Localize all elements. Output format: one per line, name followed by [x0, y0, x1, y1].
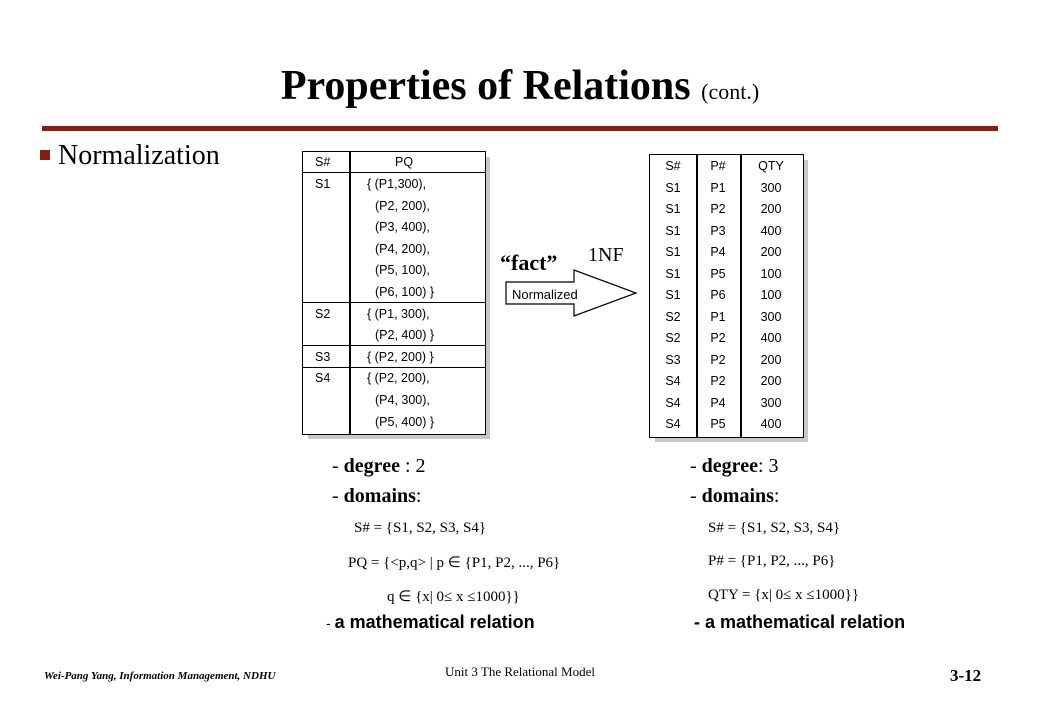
page-number: 3-12 — [950, 666, 982, 685]
left-relation-dash: - — [326, 615, 335, 631]
right-cell: P2 — [710, 374, 726, 388]
right-cell: 200 — [760, 374, 782, 388]
left-relation-note — [326, 612, 535, 633]
arrow-label: Normalized — [512, 287, 578, 302]
right-cell: 200 — [760, 245, 782, 259]
group-divider — [303, 345, 485, 346]
left-domain-s: S# = {S1, S2, S3, S4} — [354, 520, 487, 536]
left-domain-q: q ∈ {x| 0≤ x ≤1000}} — [387, 589, 520, 605]
right-cell: 400 — [760, 331, 782, 345]
right-cell: S1 — [665, 180, 681, 195]
right-cell: 300 — [760, 395, 782, 410]
group-divider — [303, 302, 485, 303]
right-header-cell: P# — [710, 159, 726, 173]
left-relation-text: a mathematical relation — [334, 612, 535, 632]
right-cell: P4 — [710, 395, 726, 410]
right-cell: P2 — [710, 202, 726, 216]
right-header-cell: S# — [665, 159, 681, 173]
right-cell: S1 — [665, 223, 681, 238]
right-cell: S3 — [665, 352, 681, 367]
footer-unit-title: Unit 3 The Relational Model — [445, 664, 595, 679]
right-cell: P2 — [710, 352, 726, 367]
slide-title — [0, 62, 1040, 110]
right-cell: P2 — [710, 331, 726, 345]
right-relation-note: - a mathematical relation — [694, 612, 906, 632]
right-cell: P5 — [710, 417, 726, 431]
right-cell: S4 — [665, 374, 681, 388]
header-s-number: S# — [315, 155, 331, 169]
column-divider — [349, 152, 351, 434]
bullet-normalization: Normalization — [58, 140, 220, 171]
right-cell: P1 — [710, 180, 726, 195]
right-cell: P1 — [710, 309, 726, 324]
right-cell: S2 — [665, 331, 681, 345]
left-domains-dash: - — [332, 485, 344, 507]
fact-label: “fact” — [500, 250, 558, 275]
left-cell-s-number: S3 — [315, 349, 331, 364]
left-domains — [332, 485, 421, 508]
left-cell-pq: (P5, 100), — [375, 263, 430, 278]
left-cell-pq: (P2, 400) } — [375, 328, 435, 343]
right-degree-word: degree — [701, 455, 758, 477]
footer-author: Wei-Pang Yang, Information Management, NDHU — [44, 670, 276, 682]
right-domains-word: domains — [701, 485, 774, 507]
left-domains-word: domains — [343, 485, 416, 507]
right-cell: S4 — [665, 395, 681, 410]
right-domains-colon: : — [773, 485, 780, 507]
right-cell: P3 — [710, 223, 726, 238]
right-cell: S4 — [665, 417, 681, 431]
right-cell: S2 — [665, 309, 681, 324]
left-cell-pq: { (P1, 300), — [367, 306, 430, 321]
left-degree-dash: - — [332, 455, 344, 477]
right-degree-dash: - — [690, 455, 702, 477]
left-cell-s-number: S4 — [315, 371, 331, 386]
right-header-cell: QTY — [758, 159, 784, 173]
header-pq: PQ — [395, 155, 414, 169]
left-cell-pq: (P6, 100) } — [375, 285, 435, 299]
left-cell-pq: { (P2, 200), — [367, 371, 430, 386]
first-normal-form-label: 1NF — [588, 244, 624, 266]
left-cell-pq: { (P2, 200) } — [367, 349, 434, 364]
right-cell: P5 — [710, 266, 726, 281]
right-cell: 400 — [760, 417, 782, 431]
right-cell: S1 — [665, 288, 681, 302]
right-cell: 300 — [760, 309, 782, 324]
right-degree — [690, 455, 779, 478]
left-domain-pq: PQ = {<p,q> | p ∈ {P1, P2, ..., P6} — [348, 555, 561, 571]
right-domain-p: P# = {P1, P2, ..., P6} — [708, 553, 836, 569]
right-cell: S1 — [665, 266, 681, 281]
normalized-relation-table — [649, 154, 804, 438]
right-cell: 200 — [760, 352, 782, 367]
title-divider — [42, 126, 998, 131]
right-domain-qty: QTY = {x| 0≤ x ≤1000}} — [708, 587, 860, 603]
group-divider — [303, 367, 485, 368]
right-cell: P4 — [710, 245, 726, 259]
right-cell: S1 — [665, 245, 681, 259]
slide-title-sub: (cont.) — [701, 79, 760, 104]
right-domains — [690, 485, 779, 508]
left-cell-pq: { (P1,300), — [367, 177, 427, 191]
right-degree-value: : 3 — [757, 455, 779, 477]
right-cell: 300 — [760, 180, 782, 195]
left-cell-s-number: S1 — [315, 177, 331, 191]
left-cell-pq: (P4, 300), — [375, 393, 430, 407]
left-domains-colon: : — [415, 485, 422, 507]
right-cell: 100 — [760, 288, 782, 302]
left-cell-pq: (P3, 400), — [375, 220, 430, 235]
right-domains-dash: - — [690, 485, 702, 507]
unnormalized-relation-table — [302, 151, 486, 435]
left-degree-word: degree — [343, 455, 400, 477]
right-domain-s: S# = {S1, S2, S3, S4} — [708, 520, 841, 536]
left-degree-value: : 2 — [399, 455, 426, 477]
left-cell-pq: (P2, 200), — [375, 198, 430, 213]
left-degree — [332, 455, 426, 478]
left-cell-pq: (P5, 400) } — [375, 414, 435, 429]
column-divider — [740, 155, 742, 437]
left-cell-pq: (P4, 200), — [375, 241, 430, 256]
right-cell: 100 — [760, 266, 782, 281]
slide-title-main: Properties of Relations — [280, 63, 691, 109]
right-cell: S1 — [665, 202, 681, 216]
right-cell: 200 — [760, 202, 782, 216]
header-divider — [303, 172, 485, 173]
right-cell: P6 — [710, 288, 726, 302]
right-cell: 400 — [760, 223, 782, 238]
left-cell-s-number: S2 — [315, 306, 331, 321]
square-bullet-icon — [40, 150, 50, 160]
